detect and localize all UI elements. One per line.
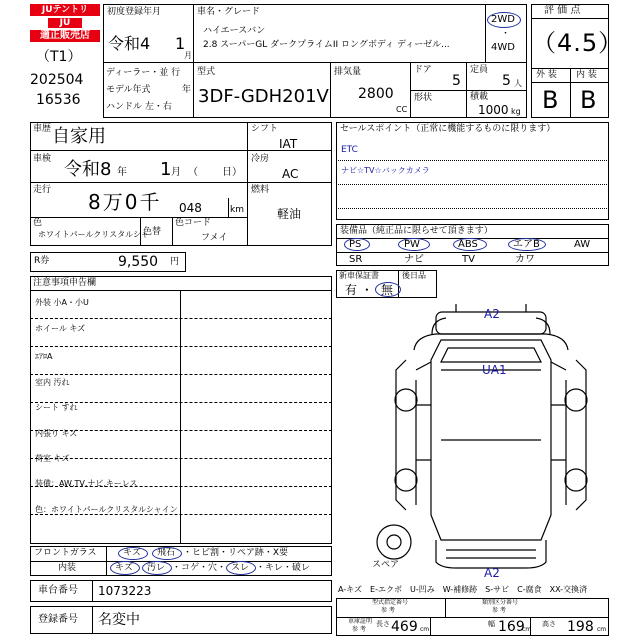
equip-item: AW [574, 239, 591, 250]
reg-month-unit: 月 [184, 51, 192, 60]
drive-4wd: 4WD [491, 42, 515, 53]
note-item: 装備：AW,TV,ナビ,キーレス [35, 479, 138, 488]
class-label: 類別区分番号 [482, 599, 519, 606]
note-item: 外装 小A・小U [35, 298, 89, 307]
capacity: 5 [502, 73, 511, 89]
reg-era: 令和4 [108, 34, 151, 53]
recycle-frame [30, 252, 186, 272]
interior-mid: ・コゲ・穴・ [172, 563, 227, 573]
model-year-unit: 年 [182, 85, 192, 95]
reg-month: 1 [175, 34, 186, 53]
cert-label: 型式指定番号 [372, 599, 409, 606]
note-item: 内張り キズ [35, 429, 78, 438]
inspection-label: 車検 [33, 154, 52, 164]
interior-opt: スレ [231, 563, 250, 573]
car-name: ハイエースバン [203, 26, 266, 36]
recycle-label: R券 [34, 256, 50, 266]
recycle-unit: 円 [170, 257, 180, 267]
notes-label: 注意事項申告欄 [33, 278, 97, 288]
warranty-options: 有 ・ [345, 283, 373, 297]
mileage-unit: km [230, 205, 244, 215]
door-label: ドア [414, 65, 432, 75]
height-unit: cm [597, 626, 607, 633]
drive-2wd: 2WD [491, 14, 515, 25]
car-grade: 2.8 スーパーGL ダークプライムII ロングボディ ディーゼル... [203, 40, 450, 50]
capacity-unit: 人 [514, 79, 522, 88]
color-label: 色 [33, 218, 43, 228]
damage-legend: A-キズ E-エクボ U-凹み W-補修跡 S-サビ C-腐食 XX-交換済 [338, 585, 588, 594]
chassis-number: 1073223 [98, 584, 152, 598]
chassis-label: 車台番号 [38, 585, 78, 596]
dealer-badge: 適正販売店 [30, 30, 100, 42]
ac-value: AC [282, 167, 299, 181]
note-item: シート すれ [35, 403, 78, 412]
color-code-label: 色コード [175, 218, 212, 228]
shift-label: シフト [251, 124, 279, 134]
load-capacity: 1000 [478, 103, 509, 117]
color-code: フメイ [201, 233, 228, 243]
equipment-label: 装備品（純正品に限らせて頂きます） [340, 226, 493, 236]
note-item: ホイール キズ [35, 324, 86, 333]
color-change-label: 色替 [143, 227, 162, 237]
capacity-label: 定員 [470, 65, 489, 75]
height-label: 高さ [542, 620, 556, 628]
equip-item: TV [462, 254, 475, 265]
width-value: 169 [498, 619, 525, 635]
equip-item: PW [404, 239, 420, 250]
proof-label: 車庫証明 [348, 618, 373, 625]
sales-point-1: ETC [341, 145, 358, 155]
later-items-label: 後日品 [402, 271, 426, 280]
car-name-label: 車名・グレード [197, 7, 261, 17]
spare-label: スペア [372, 560, 400, 570]
regno-label: 登録番号 [38, 614, 78, 625]
exterior-label: 外 装 [536, 70, 557, 80]
equip-item: ナビ [404, 254, 424, 265]
equip-item: SR [349, 254, 363, 265]
reg-date-label: 初度登録年月 [107, 7, 162, 17]
glass-opt: キズ [123, 548, 141, 558]
inspection-month-unit: 月 [171, 167, 181, 178]
equip-item: カワ [515, 254, 535, 265]
sales-point-2: ナビ☆TV☆バックカメラ [341, 166, 430, 175]
dealer-label: ディーラー・並 行 [106, 68, 181, 78]
inspection-year-unit: 年 [117, 167, 127, 178]
inspection-day-open: （ [188, 167, 198, 178]
equip-item: エアB [513, 239, 540, 250]
load-unit: kg [511, 107, 521, 116]
mileage-value: 8万0千 [88, 190, 162, 214]
warranty-label: 新車保証書 [339, 271, 379, 280]
ac-label: 冷房 [251, 154, 270, 164]
exterior-score: B [542, 86, 559, 114]
length-label: 長さ [376, 620, 390, 628]
note-item: ｴｱﾛA [35, 352, 53, 361]
sales-label: セールスポイント（正常に機能するものに限ります） [340, 124, 556, 134]
drive-sep: ・ [501, 29, 511, 39]
equip-item: PS [349, 239, 362, 250]
note-item: 室内 汚れ [35, 378, 70, 387]
glass-label: フロントガラス [34, 548, 97, 558]
length-value: 469 [391, 619, 418, 635]
logo-box [30, 4, 100, 44]
proof-ref: 参 考 [352, 626, 366, 633]
regno-value: 名変中 [98, 612, 140, 628]
inspection-era: 令和8 [64, 159, 112, 180]
interior-opt: キズ [115, 563, 133, 573]
handle-label: ハンドル 左・右 [106, 102, 172, 112]
model-year-label: モデル年式 [106, 85, 151, 95]
load-label: 積載 [470, 92, 489, 102]
inspection-month: 1 [160, 159, 172, 180]
color-value: ホワイトパールクリスタルシャ [38, 230, 149, 239]
glass-opt: 飛石 [157, 548, 176, 558]
ju-logo: JU [48, 18, 82, 28]
width-label: 幅 [488, 620, 495, 628]
length-unit: cm [420, 626, 430, 633]
lot-number-1: 202504 [30, 72, 84, 88]
width-unit: cm [522, 626, 532, 633]
mileage-label: 走行 [33, 185, 52, 195]
model-label: 型式 [197, 67, 216, 77]
interior-score: B [580, 86, 597, 114]
note-item: 色：ホワイトパールクリスタルシャイン [35, 505, 178, 514]
fuel-label: 燃料 [251, 185, 270, 195]
inspection-day-close: 日） [222, 167, 242, 178]
model-code: 3DF-GDH201V [198, 86, 329, 107]
shift-value: IAT [279, 137, 298, 151]
diagram-center-mark: UA1 [482, 363, 507, 377]
displacement-unit: CC [396, 105, 408, 114]
cert-ref: 参 考 [381, 607, 395, 614]
interior-opt: 汚レ [147, 563, 166, 573]
history-value: 自家用 [52, 126, 106, 147]
interior-cond-label: 内装 [58, 563, 77, 573]
diagram-front-mark: A2 [484, 307, 500, 321]
recycle-value: 9,550 [118, 254, 159, 270]
height-value: 198 [567, 619, 594, 635]
fuel-value: 軽油 [277, 207, 302, 221]
class-ref: 参 考 [492, 607, 506, 614]
interior-label: 内 装 [576, 70, 597, 80]
score-label: 評 価 点 [544, 5, 581, 16]
lot-number-2: 16536 [36, 92, 81, 108]
brand-logo: JUテントリ [30, 4, 100, 16]
shape-label: 形状 [414, 93, 433, 103]
glass-rest: ・ヒビ割・リペア跡・X要 [183, 548, 288, 558]
auction-code: （T1） [36, 49, 82, 65]
score-value: （4.5） [532, 29, 624, 57]
displacement: 2800 [358, 86, 394, 102]
note-item: 荷室 キズ [35, 454, 70, 463]
equip-item: ABS [458, 239, 478, 250]
interior-rest: ・キレ・破レ [256, 563, 310, 573]
warranty-selected: 無 [381, 283, 394, 297]
car-diagram [336, 300, 609, 578]
displacement-label: 排気量 [334, 67, 362, 77]
mileage-sub: 048 [179, 201, 202, 215]
history-label: 車歴 [33, 124, 52, 134]
diagram-rear-mark: A2 [484, 566, 500, 580]
door-count: 5 [452, 73, 461, 89]
